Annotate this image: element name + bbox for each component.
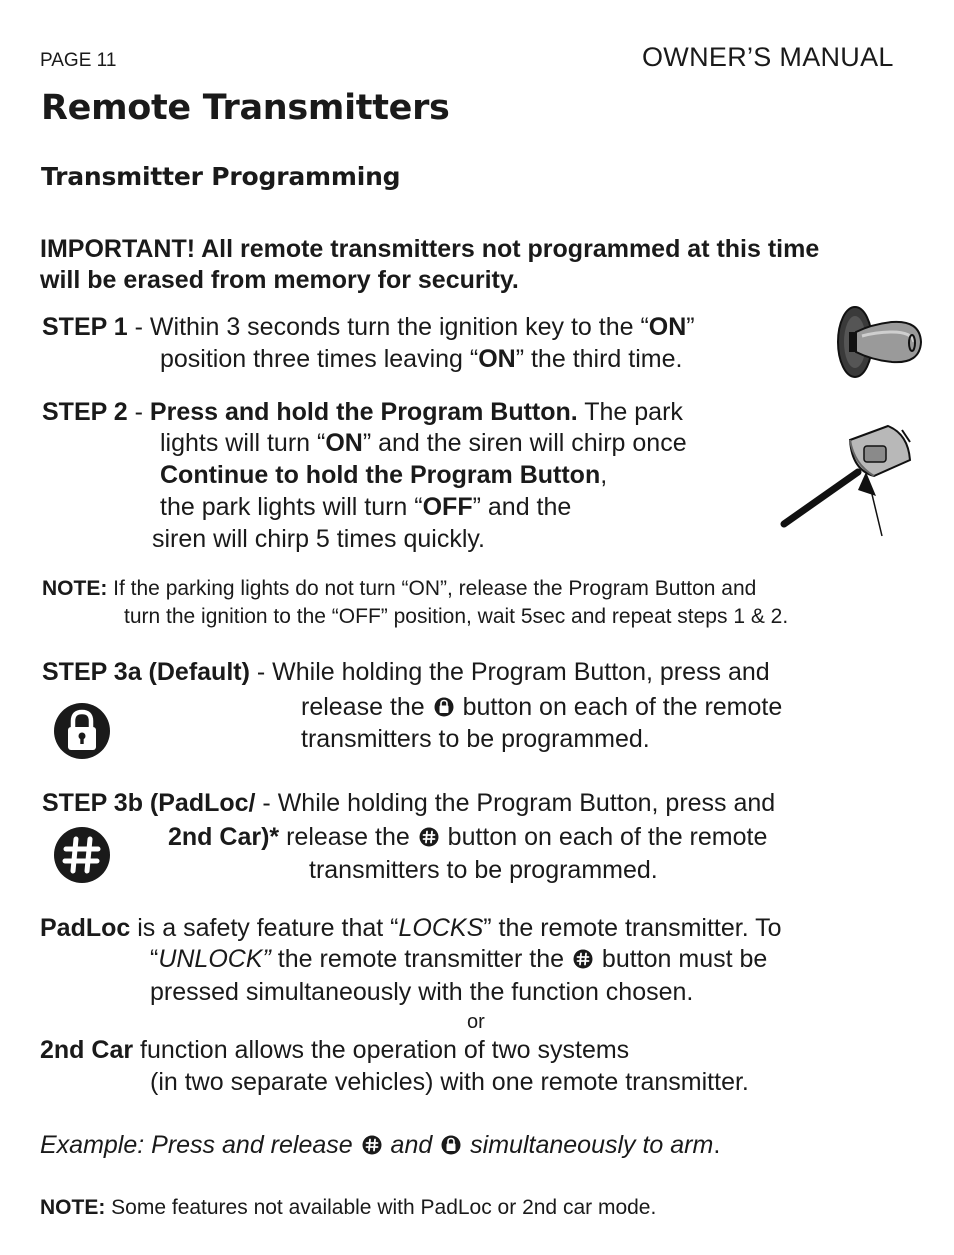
step2-line-4: the park lights will turn “OFF” and the <box>160 493 572 521</box>
example-line: Example: Press and release and simultaneously to arm. <box>40 1131 721 1159</box>
lock-icon <box>53 702 111 760</box>
padloc-label: PadLoc <box>40 914 131 942</box>
note2-label: NOTE: <box>40 1196 106 1219</box>
padloc-line-3: pressed simultaneously with the function chosen. <box>150 978 694 1006</box>
note1-label: NOTE: <box>42 577 108 600</box>
manual-title: OWNER’S MANUAL <box>642 42 894 72</box>
step3b-line-3: transmitters to be programmed. <box>309 856 658 884</box>
secondcar-line-1: 2nd Car function allows the operation of two systems <box>40 1036 630 1064</box>
page-title: Remote Transmitters <box>41 88 450 128</box>
step2-line-1: STEP 2 - Press and hold the Program Button. The park <box>42 398 683 426</box>
step2-label: STEP 2 <box>42 398 128 426</box>
note1-line-1: NOTE: If the parking lights do not turn “ON”, release the Program Button and <box>42 577 757 600</box>
program-button-probe-icon <box>778 420 918 540</box>
step3a-line-2: release the button on each of the remote <box>301 693 783 721</box>
step2-line-3: Continue to hold the Program Button, <box>160 461 608 489</box>
note1-line-2: turn the ignition to the “OFF” position, wait 5sec and repeat steps 1 & 2. <box>124 605 789 628</box>
hash-icon <box>53 826 111 884</box>
step1-line-1: STEP 1 - Within 3 seconds turn the ignition key to the “ON” <box>42 313 695 341</box>
hash-icon <box>573 949 593 969</box>
secondcar-line-2: (in two separate vehicles) with one remote transmitter. <box>150 1068 749 1096</box>
step3a-line-3: transmitters to be programmed. <box>301 725 650 753</box>
note2-line: NOTE: Some features not available with PadLoc or 2nd car mode. <box>40 1196 657 1219</box>
step3b-line-1: STEP 3b (PadLoc/ - While holding the Program Button, press and <box>42 789 776 817</box>
padloc-line-1: PadLoc is a safety feature that “LOCKS” the remote transmitter. To <box>40 914 782 942</box>
secondcar-label: 2nd Car <box>40 1036 134 1064</box>
important-line-2: will be erased from memory for security. <box>40 266 519 294</box>
lock-icon <box>441 1135 461 1155</box>
step3b-label-2: 2nd Car)* <box>168 823 280 851</box>
step2-line-2: lights will turn “ON” and the siren will chirp once <box>160 429 687 457</box>
step3b-line-2: 2nd Car)* release the button on each of the remote <box>168 823 768 851</box>
important-line-1: IMPORTANT! All remote transmitters not programmed at this time <box>40 235 820 263</box>
hash-icon <box>362 1135 382 1155</box>
section-title: Transmitter Programming <box>41 162 401 191</box>
or-separator: or <box>467 1011 485 1033</box>
hash-icon <box>419 827 439 847</box>
step3b-label: STEP 3b (PadLoc/ <box>42 789 256 817</box>
page-number: PAGE 11 <box>40 50 117 71</box>
padloc-line-2: “UNLOCK” the remote transmitter the button must be <box>150 945 768 973</box>
step3a-label: STEP 3a (Default) <box>42 658 250 686</box>
lock-icon <box>434 697 454 717</box>
step2-line-5: siren will chirp 5 times quickly. <box>152 525 485 553</box>
step1-line-2: position three times leaving “ON” the third time. <box>160 345 683 373</box>
step3a-line-1: STEP 3a (Default) - While holding the Program Button, press and <box>42 658 770 686</box>
ignition-key-icon <box>832 302 924 382</box>
step1-label: STEP 1 <box>42 313 128 341</box>
